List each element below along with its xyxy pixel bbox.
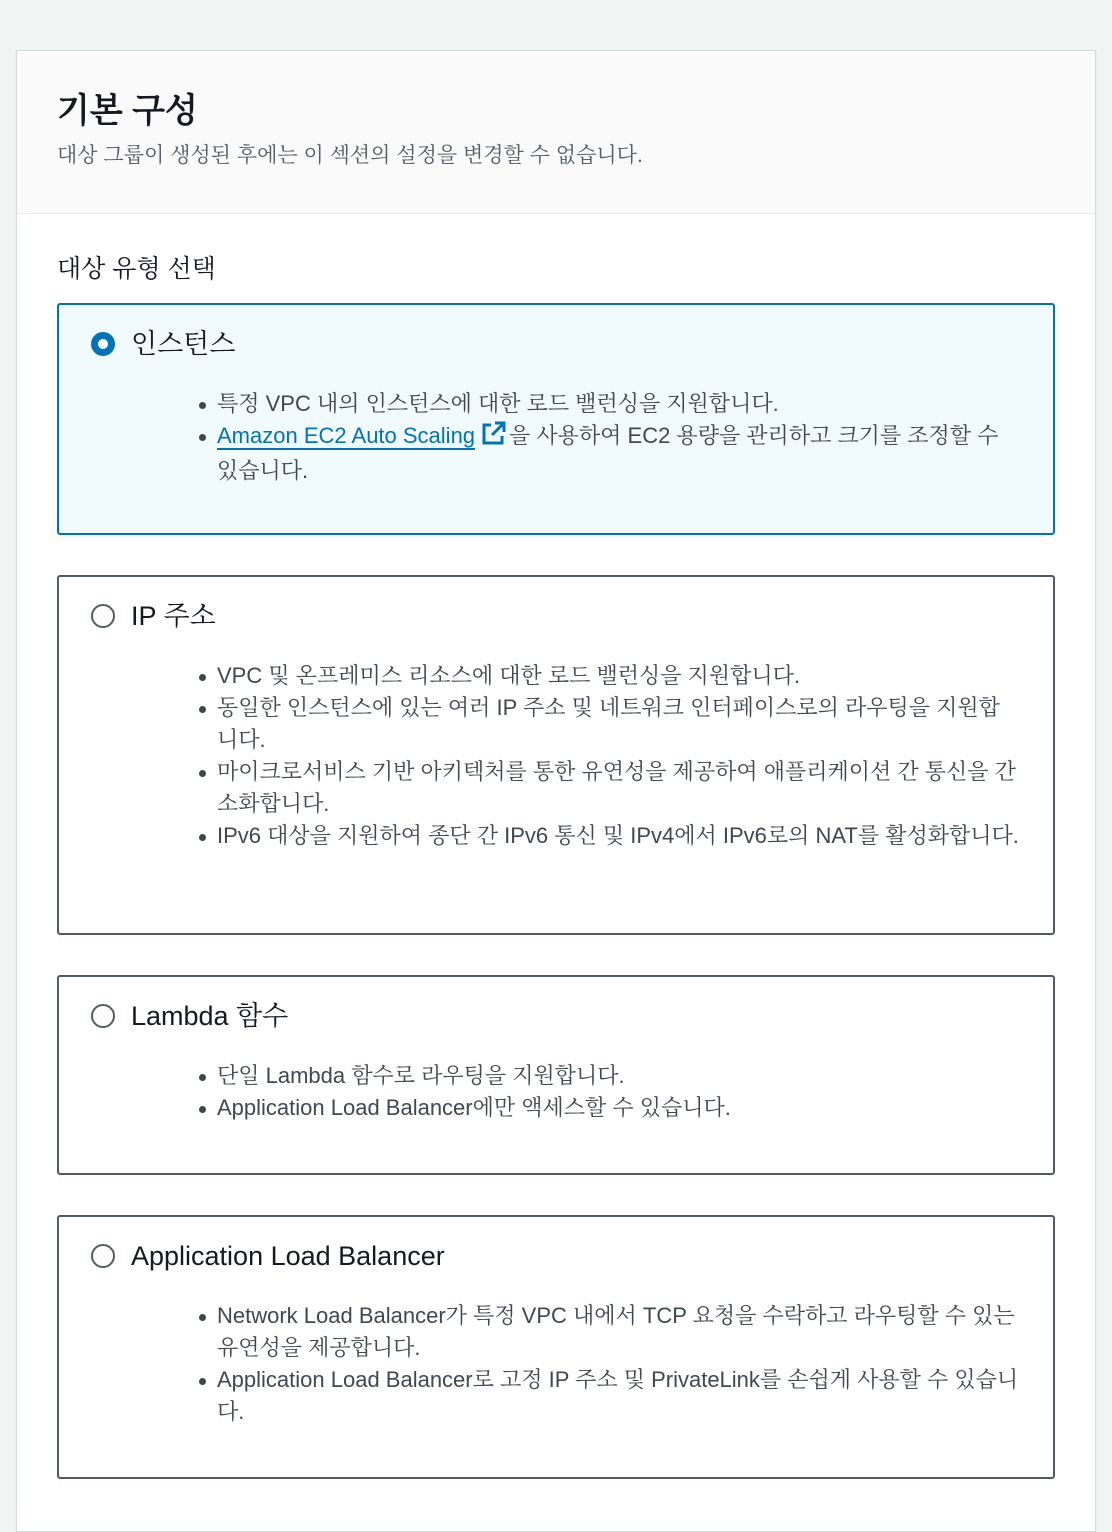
option-title: IP 주소 bbox=[131, 601, 216, 631]
basic-config-panel bbox=[16, 50, 1096, 1532]
bullet-item: 동일한 인스턴스에 있는 여러 IP 주소 및 네트워크 인터페이스로의 라우팅을 지원합니다. bbox=[217, 692, 1021, 756]
target-type-option-instances[interactable] bbox=[57, 303, 1055, 535]
panel-title: 기본 구성 bbox=[57, 92, 198, 130]
bullet-item: VPC 및 온프레미스 리소스에 대한 로드 밸런싱을 지원합니다. bbox=[217, 660, 1021, 692]
option-bullets bbox=[91, 1300, 1021, 1428]
option-title: 인스턴스 bbox=[131, 329, 236, 359]
auto-scaling-link[interactable]: Amazon EC2 Auto Scaling bbox=[217, 423, 476, 448]
bullet-item: 특정 VPC 내의 인스턴스에 대한 로드 밸런싱을 지원합니다. bbox=[217, 388, 1021, 420]
option-title: Application Load Balancer bbox=[131, 1241, 445, 1271]
target-type-option-ip[interactable] bbox=[57, 575, 1055, 935]
radio-button-checked[interactable] bbox=[91, 332, 115, 356]
bullet-item: IPv6 대상을 지원하여 종단 간 IPv6 통신 및 IPv4에서 IPv6로의 NAT를 활성화합니다. bbox=[217, 820, 1021, 852]
target-type-option-alb[interactable] bbox=[57, 1215, 1055, 1479]
bullet-item: Application Load Balancer에만 액세스할 수 있습니다. bbox=[217, 1092, 1021, 1124]
option-head bbox=[91, 327, 1021, 361]
option-title: Lambda 함수 bbox=[131, 1001, 289, 1031]
panel-description: 대상 그룹이 생성된 후에는 이 섹션의 설정을 변경할 수 없습니다. bbox=[57, 144, 643, 167]
radio-button[interactable] bbox=[91, 1244, 115, 1268]
radio-button[interactable] bbox=[91, 1004, 115, 1028]
option-head bbox=[91, 599, 1021, 633]
bullet-item: 마이크로서비스 기반 아키텍처를 통한 유연성을 제공하여 애플리케이션 간 통신을 간소화합니다. bbox=[217, 756, 1021, 820]
radio-button[interactable] bbox=[91, 604, 115, 628]
bullet-item: 단일 Lambda 함수로 라우팅을 지원합니다. bbox=[217, 1060, 1021, 1092]
option-bullets bbox=[91, 388, 1021, 487]
option-head bbox=[91, 999, 1021, 1033]
panel-header bbox=[17, 51, 1095, 214]
bullet-item: Application Load Balancer로 고정 IP 주소 및 PrivateLink를 손쉽게 사용할 수 있습니다. bbox=[217, 1364, 1021, 1428]
bullet-item-with-link bbox=[217, 420, 1021, 487]
option-bullets bbox=[91, 1060, 1021, 1124]
option-head bbox=[91, 1239, 1021, 1273]
bullet-item: Network Load Balancer가 특정 VPC 내에서 TCP 요청을 수락하고 라우팅할 수 있는 유연성을 제공합니다. bbox=[217, 1300, 1021, 1364]
external-link-icon[interactable] bbox=[481, 420, 507, 455]
option-bullets bbox=[91, 660, 1021, 852]
bullet-text: 을 사용하여 EC2 용량을 관리하고 크기를 조정할 수 있습니다. bbox=[217, 423, 999, 483]
target-type-option-lambda[interactable] bbox=[57, 975, 1055, 1175]
panel-body bbox=[17, 214, 1095, 1479]
target-type-label: 대상 유형 선택 bbox=[57, 255, 216, 283]
